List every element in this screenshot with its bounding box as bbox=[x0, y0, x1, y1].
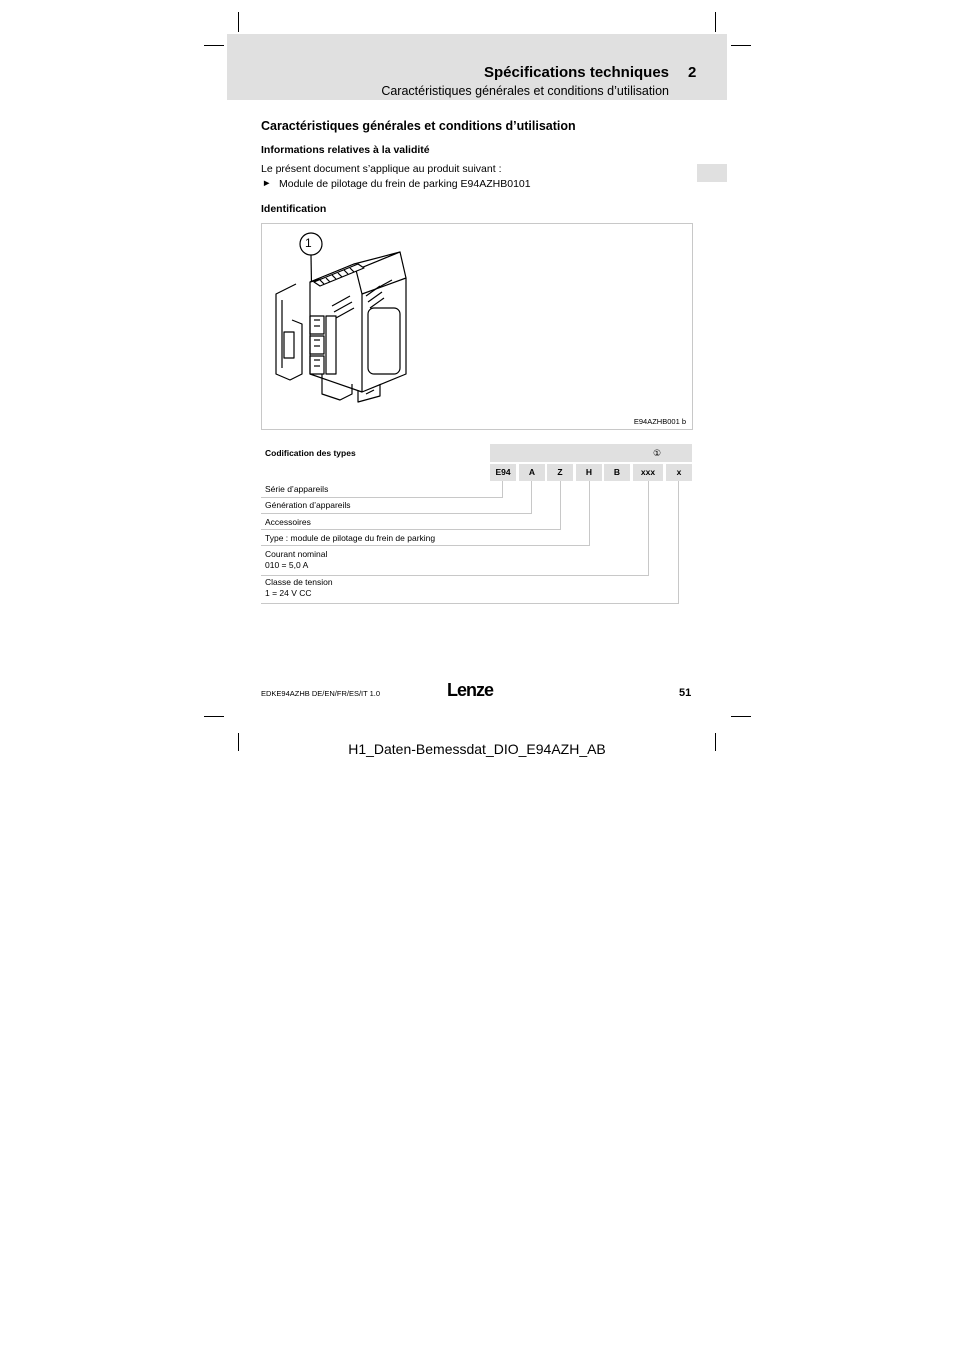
code-segment-accessories: Z bbox=[547, 464, 573, 481]
connector-generation-v bbox=[531, 481, 532, 514]
figure-callout-number: 1 bbox=[305, 236, 312, 250]
code-segment-series: E94 bbox=[490, 464, 516, 481]
crop-mark-top-right-v bbox=[715, 12, 716, 32]
product-figure bbox=[261, 223, 693, 430]
label-accessories: Accessoires bbox=[265, 517, 311, 527]
label-device-generation: Génération d’appareils bbox=[265, 500, 351, 510]
code-segment-voltage: x bbox=[666, 464, 692, 481]
figure-code: E94AZHB001 b bbox=[633, 417, 686, 426]
crop-mark-bottom-right-h bbox=[731, 716, 751, 717]
type-code-heading: Codification des types bbox=[265, 448, 356, 458]
code-segment-b: B bbox=[604, 464, 630, 481]
crop-mark-top-left-h bbox=[204, 45, 224, 46]
footer-doc-id: EDKE94AZHB DE/EN/FR/ES/IT 1.0 bbox=[261, 689, 381, 698]
chapter-side-tab bbox=[697, 164, 727, 182]
label-device-series: Série d’appareils bbox=[265, 484, 329, 494]
page-title: Spécifications techniques bbox=[483, 64, 669, 81]
section-title: Caractéristiques générales et conditions d’utilisation bbox=[261, 119, 576, 133]
lenze-logo: Lenze bbox=[447, 680, 494, 700]
label-rated-current-value: 010 = 5,0 A bbox=[265, 560, 309, 570]
validity-bullet-item: Module de pilotage du frein de parking E94AZHB0101 bbox=[279, 178, 531, 190]
crop-mark-top-left-v bbox=[238, 12, 239, 32]
page-subtitle: Caractéristiques générales et conditions d’utilisation bbox=[381, 84, 669, 98]
code-segment-current: xxx bbox=[633, 464, 663, 481]
connector-series-h bbox=[261, 497, 503, 498]
type-code-marker: ① bbox=[653, 448, 662, 458]
label-type: Type : module de pilotage du frein de parking bbox=[265, 533, 436, 543]
identification-heading: Identification bbox=[261, 203, 327, 215]
chapter-number: 2 bbox=[688, 64, 697, 81]
connector-current-h bbox=[261, 575, 649, 576]
page-number: 51 bbox=[679, 687, 692, 699]
validity-heading: Informations relatives à la validité bbox=[261, 144, 430, 156]
validity-intro: Le présent document s’applique au produit suivant : bbox=[261, 163, 502, 175]
connector-generation-h bbox=[261, 513, 532, 514]
connector-accessories-h bbox=[261, 529, 561, 530]
connector-current-v bbox=[648, 481, 649, 576]
code-segment-generation: A bbox=[519, 464, 545, 481]
connector-series-v bbox=[502, 481, 503, 498]
connector-type-h bbox=[261, 545, 590, 546]
label-rated-current: Courant nominal bbox=[265, 549, 328, 559]
brake-module-drawing bbox=[262, 224, 691, 428]
label-voltage-class-value: 1 = 24 V CC bbox=[265, 588, 312, 598]
file-label: H1_Daten-Bemessdat_DIO_E94AZH_AB bbox=[348, 741, 606, 757]
crop-mark-top-right-h bbox=[731, 45, 751, 46]
connector-accessories-v bbox=[560, 481, 561, 530]
code-segment-type: H bbox=[576, 464, 602, 481]
connector-type-v bbox=[589, 481, 590, 546]
crop-mark-bottom-left-h bbox=[204, 716, 224, 717]
connector-voltage-v bbox=[678, 481, 679, 604]
type-code-header-bar bbox=[490, 444, 692, 462]
bullet-marker: ► bbox=[262, 178, 272, 189]
connector-voltage-h bbox=[261, 603, 679, 604]
label-voltage-class: Classe de tension bbox=[265, 577, 333, 587]
